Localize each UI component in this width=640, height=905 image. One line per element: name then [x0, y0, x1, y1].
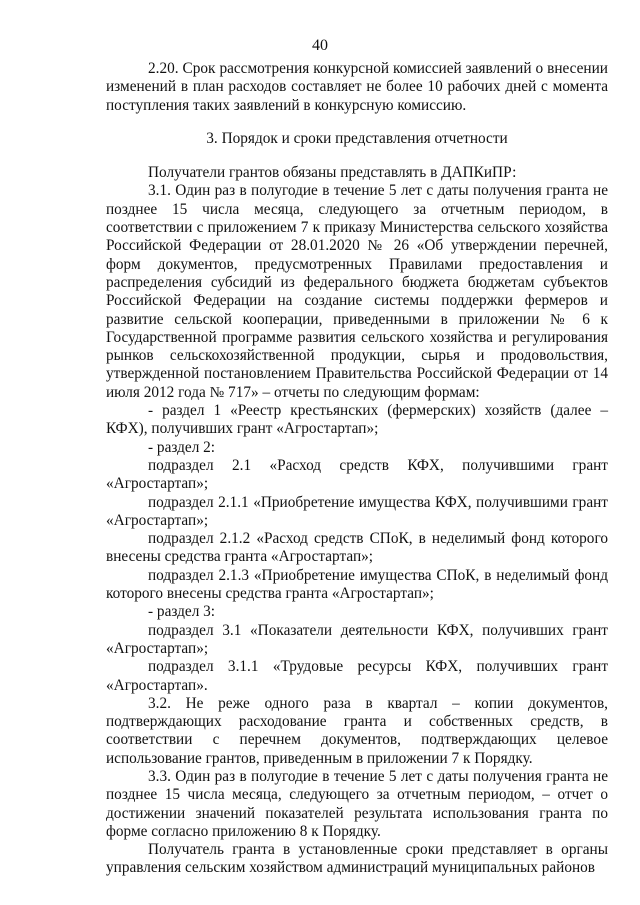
- section-heading: 3. Порядок и сроки представления отчетности: [206, 129, 508, 147]
- list-item-section-3: - раздел 3:: [148, 603, 216, 621]
- list-item-section-1: - раздел 1 «Реестр крестьянских (фермерских) хозяйств (далее – КФХ), получивших грант «Агростартап»;: [106, 402, 608, 438]
- list-item-subsection-3-1: подраздел 3.1 «Показатели деятельности КФХ, получивших грант «Агростартап»;: [106, 621, 608, 657]
- list-item-subsection-2-1-1: подраздел 2.1.1 «Приобретение имущества КФХ, получившими грант «Агростартап»;: [106, 493, 608, 529]
- paragraph-2-20: 2.20. Срок рассмотрения конкурсной комиссией заявлений о внесении изменений в план расходов составляет не более 10 рабочих дней с момента поступления таких заявлений в конкурсную комиссию.: [106, 60, 608, 114]
- page-number: 40: [312, 37, 328, 54]
- paragraph-3-3: 3.3. Один раз в полугодие в течение 5 лет с даты получения гранта не позднее 15 числа месяца, следующего за отчетным периодом, – отчет о достижении значений показателей результата использования гранта по форме согласно приложению 8 к Порядку.: [106, 767, 608, 840]
- list-item-subsection-2-1-2: подраздел 2.1.2 «Расход средств СПоК, в неделимый фонд которого внесены средства гранта «Агростартап»;: [106, 530, 608, 566]
- list-item-section-2: - раздел 2:: [148, 438, 216, 456]
- document-body: [106, 60, 608, 878]
- list-item-subsection-2-1: подраздел 2.1 «Расход средств КФХ, получившими грант «Агростартап»;: [106, 456, 608, 493]
- paragraph-recipient: Получатель гранта в установленные сроки представляет в органы управления сельским хозяйством администраций муниципальных районов: [106, 841, 608, 877]
- list-item-subsection-2-1-3: подраздел 2.1.3 «Приобретение имущества СПоК, в неделимый фонд которого внесены средства гранта «Агростартап»;: [106, 566, 608, 603]
- paragraph-3-2: 3.2. Не реже одного раза в квартал – копии документов, подтверждающих расходование гранта и собственных средств, в соответствии с перечнем документов, подтверждающих целевое использование грантов, приведенным в приложении 7 к Порядку.: [106, 694, 608, 767]
- list-item-subsection-3-1-1: подраздел 3.1.1 «Трудовые ресурсы КФХ, получивших грант «Агростартап».: [106, 658, 608, 694]
- paragraph-3-1: 3.1. Один раз в полугодие в течение 5 лет с даты получения гранта не позднее 15 числа месяца, следующего за отчетным периодом, в соответствии с приложением 7 к приказу Министерства сельского хозяйства Российской Федерации от 28.01.2020 № 26 «Об утверждении перечней, форм документов, предусмотренных Правилами предоставления и распределения субсидий из федерального бюджета бюджетам субъектов Российской Федерации на создание системы поддержки фермеров и развитие сельской кооперации, приведенными в приложении № 6 к Государственной программе развития сельского хозяйства и регулирования рынков сельскохозяйственной продукции, сырья и продовольствия, утвержденной постановлением Правительства Российской Федерации от 14 июля 2012 года № 717» – отчеты по следующим формам:: [106, 182, 608, 401]
- paragraph-intro: Получатели грантов обязаны представлять в ДАПКиПР:: [148, 164, 517, 182]
